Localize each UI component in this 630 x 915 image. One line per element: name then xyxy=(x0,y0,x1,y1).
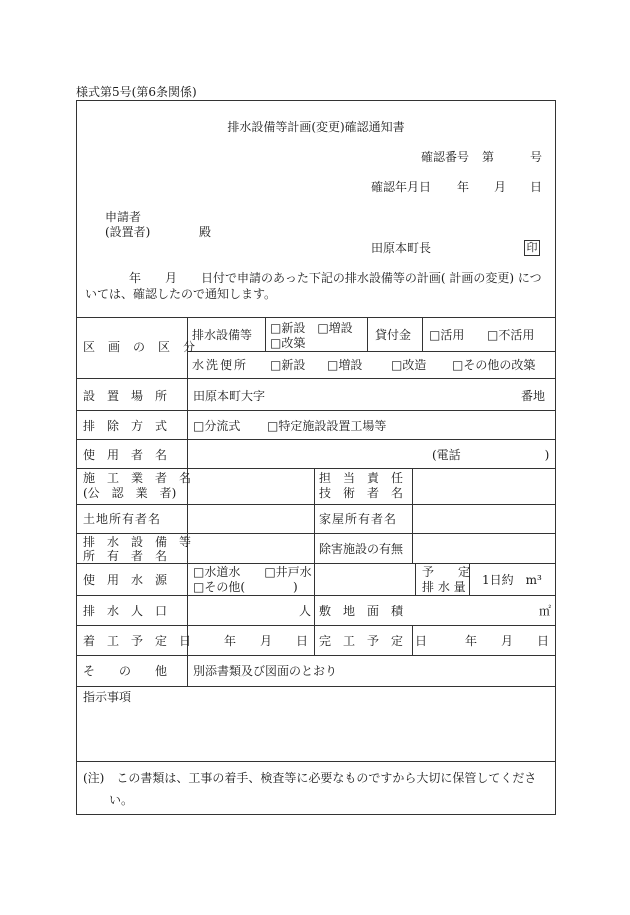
planned-discharge-value: 1日約 m³ xyxy=(482,573,542,587)
engineer-label-2: 技 術 者 名 xyxy=(319,486,404,500)
start-date-label: 着 工 予 定 日 xyxy=(83,634,192,648)
flush-toilet-label: 水洗便所 xyxy=(192,358,249,372)
water-source-option-1[interactable]: □水道水 □井戸水 xyxy=(193,565,312,579)
engineer-label-1: 担 当 責 任 xyxy=(319,471,404,485)
form-number: 様式第5号(第6条関係) xyxy=(76,85,197,99)
seal-mark: 印 xyxy=(524,240,540,256)
drainage-facility-label: 排水設備等 xyxy=(192,328,253,342)
loan-label: 貸付金 xyxy=(375,328,412,342)
contractor-label-2: (公 認 業 者) xyxy=(83,486,177,500)
confirmation-number-go: 号 xyxy=(530,150,543,164)
applicant-honorific: 殿 xyxy=(199,225,212,239)
house-owner-label: 家屋所有者名 xyxy=(319,512,398,526)
form-frame xyxy=(76,100,556,815)
other-value: 別添書類及び図面のとおり xyxy=(193,664,338,678)
confirmation-number-label: 確認番号 xyxy=(421,150,470,164)
site-area-unit: ㎡ xyxy=(539,604,552,618)
applicant-sublabel: (設置者) xyxy=(105,225,151,239)
confirmation-date-year: 年 xyxy=(457,180,470,194)
other-label: そ の 他 xyxy=(83,664,168,678)
user-phone: (電話 ) xyxy=(432,448,550,462)
document-title: 排水設備等計画(変更)確認通知書 xyxy=(227,120,405,134)
confirmation-date-label: 確認年月日 xyxy=(371,180,432,194)
issuer-name: 田原本町長 xyxy=(371,241,432,255)
method-separate-option[interactable]: □分流式 xyxy=(193,419,241,433)
flush-new-option[interactable]: □新設 xyxy=(270,358,306,372)
drainage-population-label: 排 水 人 口 xyxy=(83,604,168,618)
notice-line-1: 年 月 日付で申請のあった下記の排水設備等の計画( 計画の変更) につ xyxy=(129,271,542,285)
drainage-population-unit: 人 xyxy=(299,604,312,618)
confirmation-date-month: 月 xyxy=(494,180,507,194)
land-owner-label: 土地所有者名 xyxy=(83,512,162,526)
user-name-label: 使 用 者 名 xyxy=(83,448,168,462)
planned-discharge-label-2: 排 水 量 xyxy=(422,580,466,594)
confirmation-date-day: 日 xyxy=(530,180,543,194)
finish-date-value: 年 月 日 xyxy=(465,634,550,648)
flush-modify-option[interactable]: □改造 xyxy=(391,358,427,372)
confirmation-number-dai: 第 xyxy=(482,150,495,164)
site-area-label: 敷 地 面 積 xyxy=(319,604,404,618)
location-label: 設 置 場 所 xyxy=(83,389,168,403)
start-date-value: 年 月 日 xyxy=(224,634,309,648)
applicant-label: 申請者 xyxy=(105,210,142,224)
method-factory-option[interactable]: □特定施設設置工場等 xyxy=(267,419,387,433)
facility-owner-label-2: 所 有 者 名 xyxy=(83,549,168,563)
note-line-2: い。 xyxy=(109,793,134,807)
method-label: 排 除 方 式 xyxy=(83,419,168,433)
loan-nonuse-option[interactable]: □不活用 xyxy=(487,328,535,342)
water-source-option-2[interactable]: □その他( ) xyxy=(193,580,298,594)
location-value: 田原本町大字 xyxy=(193,389,266,403)
water-source-label: 使 用 水 源 xyxy=(83,573,168,587)
contractor-label-1: 施 工 業 者 名 xyxy=(83,471,192,485)
finish-date-label: 完 工 予 定 日 xyxy=(319,634,428,648)
drainage-facility-options-1[interactable]: □新設 □増設 xyxy=(270,321,353,335)
flush-add-option[interactable]: □増設 xyxy=(327,358,363,372)
notice-line-2: いては、確認したので通知します。 xyxy=(85,287,277,301)
division-label: 区 画 の 区 分 xyxy=(83,340,196,354)
harmful-facility-label: 除害施設の有無 xyxy=(319,542,404,556)
location-banchi: 番地 xyxy=(521,389,546,403)
drainage-facility-options-2[interactable]: □改築 xyxy=(270,336,306,350)
planned-discharge-label-1: 予 定 xyxy=(422,565,471,579)
instructions-label: 指示事項 xyxy=(83,690,132,704)
facility-owner-label-1: 排 水 設 備 等 xyxy=(83,535,192,549)
note-line-1: (注) この書類は、工事の着手、検査等に必要なものですから大切に保管してくださ xyxy=(83,771,537,785)
flush-other-option[interactable]: □その他の改築 xyxy=(452,358,536,372)
loan-use-option[interactable]: □活用 xyxy=(429,328,465,342)
